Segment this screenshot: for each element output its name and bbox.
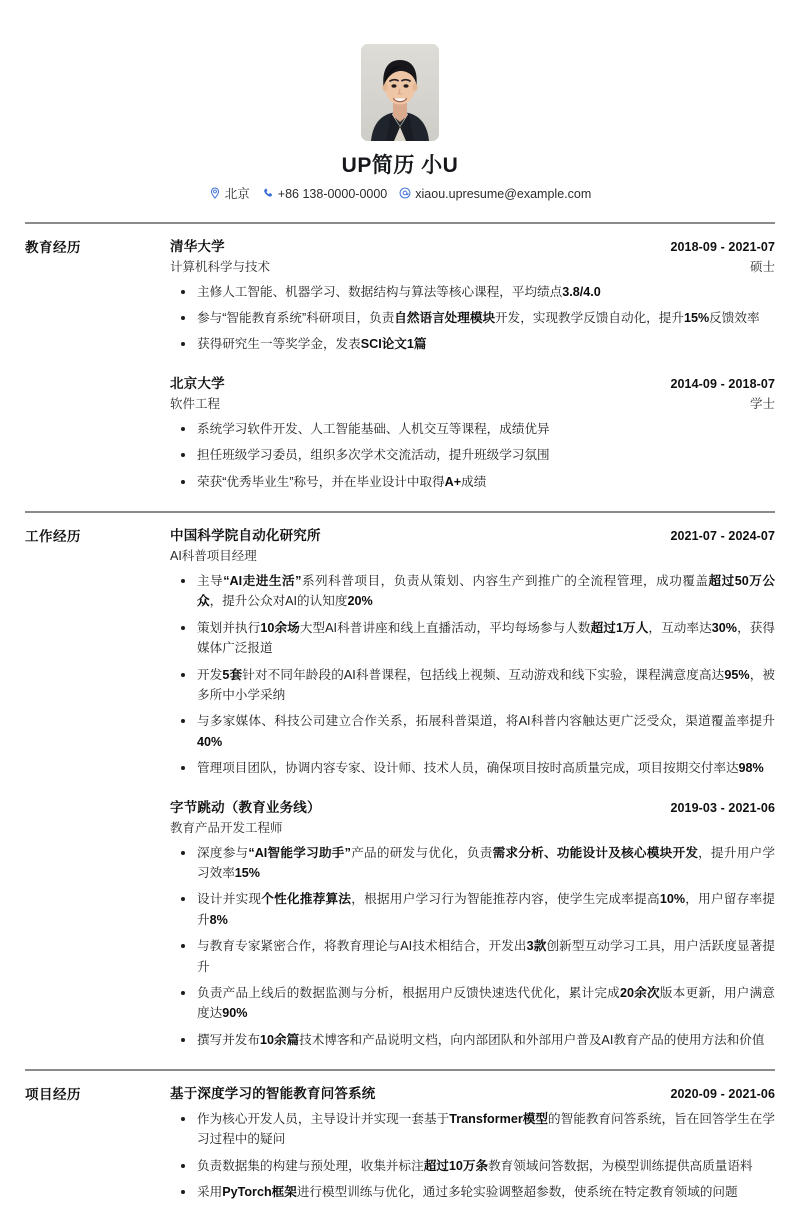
location-pin-icon <box>209 187 221 199</box>
bullet-item: 策划并执行10余场大型AI科普讲座和线上直播活动，平均每场参与人数超过1万人，互动率达30%，获得媒体广泛报道 <box>170 618 775 659</box>
entry-header <box>170 235 775 255</box>
section-label: 项目经历 <box>25 1087 81 1103</box>
entry-organization: 中国科学院自动化研究所 <box>170 528 321 544</box>
bullet-item: 担任班级学习委员，组织多次学术交流活动，提升班级学习氛围 <box>170 445 775 465</box>
entry-date-range: 2019-03 - 2021-06 <box>670 800 775 815</box>
entry-subheader <box>170 394 775 412</box>
bullet-item: 主修人工智能、机器学习、数据结构与算法等核心课程，平均绩点3.8/4.0 <box>170 282 775 302</box>
resume-sections <box>25 222 775 1205</box>
bullet-item: 主导“AI走进生活”系列科普项目，负责从策划、内容生产到推广的全流程管理，成功覆盖超过50万公众，提升公众对AI的认知度20% <box>170 571 775 612</box>
entry-date-range: 2018-09 - 2021-07 <box>670 239 775 254</box>
section-label: 工作经历 <box>25 529 81 545</box>
resume-entry <box>170 235 775 355</box>
section-body <box>170 524 775 1052</box>
contact-line <box>209 187 591 200</box>
entry-date-range: 2014-09 - 2018-07 <box>670 376 775 391</box>
entry-organization: 字节跳动（教育业务线） <box>170 799 321 815</box>
section-label: 教育经历 <box>25 239 81 255</box>
phone-icon <box>262 187 274 199</box>
bullet-item: 系统学习软件开发、人工智能基础、人机交互等课程，成绩优异 <box>170 419 775 439</box>
bullet-item: 开发5套针对不同年龄段的AI科普课程，包括线上视频、互动游戏和线下实验，课程满意度高达95%，被多所中小学采纳 <box>170 665 775 706</box>
page-title: UP简历 小U <box>341 154 459 177</box>
entry-organization: 基于深度学习的智能教育问答系统 <box>170 1086 376 1102</box>
bullet-item: 采用PyTorch框架进行模型训练与优化，通过多轮实验调整超参数，使系统在特定教育领域的问题 <box>170 1182 775 1202</box>
bullet-item: 撰写并发布10余篇技术博客和产品说明文档，向内部团队和外部用户普及AI教育产品的使用方法和价值 <box>170 1030 775 1050</box>
entry-subheader <box>170 818 775 836</box>
entry-bullet-list <box>170 571 775 779</box>
entry-header <box>170 524 775 544</box>
bullet-item: 与多家媒体、科技公司建立合作关系，拓展科普渠道，将AI科普内容触达更广泛受众，渠道覆盖率提升40% <box>170 711 775 752</box>
contact-email <box>399 187 591 200</box>
resume-section <box>25 1069 775 1205</box>
email-at-icon <box>399 187 411 199</box>
section-body <box>170 235 775 494</box>
bullet-item: 负责产品上线后的数据监测与分析，根据用户反馈快速迭代优化，累计完成20余次版本更新，用户满意度达90% <box>170 983 775 1024</box>
contact-phone-text: +86 138-0000-0000 <box>277 186 388 201</box>
resume-entry <box>170 796 775 1051</box>
resume-entry <box>170 372 775 492</box>
entry-role: AI科普项目经理 <box>170 549 257 564</box>
entry-role: 计算机科学与技术 <box>170 259 271 274</box>
resume-entry <box>170 524 775 779</box>
entry-bullet-list <box>170 843 775 1051</box>
entry-degree: 硕士 <box>749 259 775 274</box>
entry-date-range: 2020-09 - 2021-06 <box>670 1087 775 1102</box>
resume-section <box>25 222 775 494</box>
entry-header <box>170 796 775 816</box>
resume-section <box>25 511 775 1052</box>
bullet-item: 作为核心开发人员，主导设计并实现一套基于Transformer模型的智能教育问答系统，旨在回答学生在学习过程中的疑问 <box>170 1109 775 1150</box>
entry-role: 教育产品开发工程师 <box>170 820 283 835</box>
entry-header <box>170 1082 775 1102</box>
bullet-item: 负责数据集的构建与预处理，收集并标注超过10万条教育领域问答数据，为模型训练提供高质量语料 <box>170 1156 775 1176</box>
contact-phone <box>262 187 387 200</box>
bullet-item: 设计并实现个性化推荐算法，根据用户学习行为智能推荐内容，使学生完成率提高10%，用户留存率提升8% <box>170 889 775 930</box>
resume-entry <box>170 1082 775 1203</box>
contact-location-text: 北京 <box>224 186 250 201</box>
entry-role: 软件工程 <box>170 396 221 411</box>
bullet-item: 深度参与“AI智能学习助手”产品的研发与优化，负责需求分析、功能设计及核心模块开发，提升用户学习效率15% <box>170 843 775 884</box>
bullet-item: 管理项目团队，协调内容专家、设计师、技术人员，确保项目按时高质量完成，项目按期交付率达98% <box>170 758 775 778</box>
contact-location <box>209 187 250 200</box>
bullet-item: 与教育专家紧密合作，将教育理论与AI技术相结合，开发出3款创新型互动学习工具，用户活跃度显著提升 <box>170 936 775 977</box>
entry-subheader <box>170 257 775 275</box>
entry-subheader <box>170 546 775 564</box>
bullet-item: 荣获“优秀毕业生”称号，并在毕业设计中取得A+成绩 <box>170 472 775 492</box>
entry-organization: 北京大学 <box>170 375 225 391</box>
section-body <box>170 1082 775 1205</box>
bullet-item: 获得研究生一等奖学金，发表SCI论文1篇 <box>170 334 775 354</box>
contact-email-text: xiaou.upresume@example.com <box>415 186 592 201</box>
entry-header <box>170 372 775 392</box>
entry-bullet-list <box>170 282 775 355</box>
entry-organization: 清华大学 <box>170 238 225 254</box>
entry-bullet-list <box>170 419 775 492</box>
entry-date-range: 2021-07 - 2024-07 <box>670 529 775 544</box>
entry-degree: 学士 <box>749 396 775 411</box>
bullet-item: 参与“智能教育系统”科研项目，负责自然语言处理模块开发，实现教学反馈自动化，提升15%反馈效率 <box>170 308 775 328</box>
avatar <box>361 44 439 141</box>
entry-bullet-list <box>170 1109 775 1203</box>
resume-header <box>25 0 775 200</box>
